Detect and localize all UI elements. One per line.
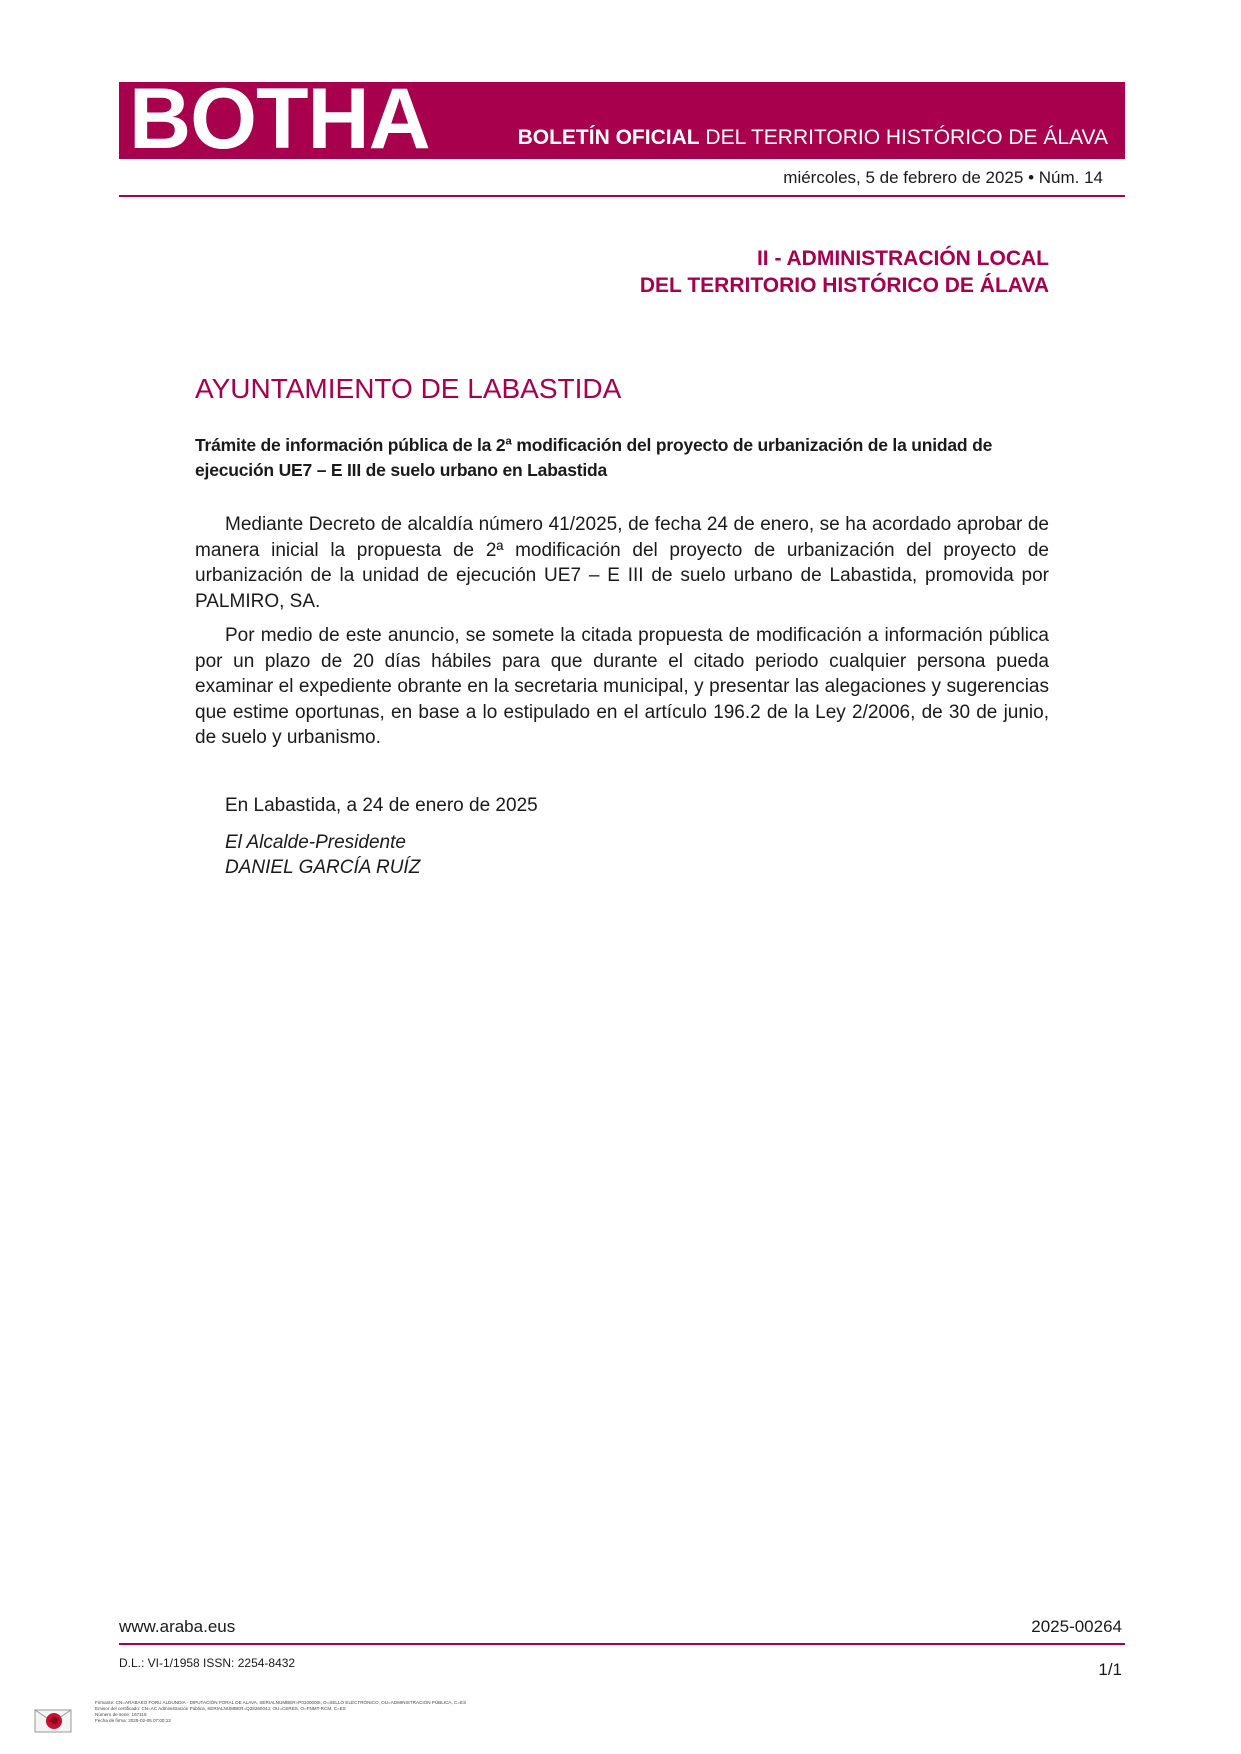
signature-line-2: Emisor del certificado: CN=AC Administración Pública, SERIALNUMBER=Q2826004J, OU=CERES, O=FNMT-RCM, C=ES xyxy=(95,1706,346,1711)
signature-seal-icon xyxy=(34,1704,72,1738)
signature-line-3: Número de serie: 167116 xyxy=(95,1712,147,1717)
botha-logo: BOTHA xyxy=(129,71,430,167)
signer-role: El Alcalde-Presidente xyxy=(225,832,406,853)
place-date: En Labastida, a 24 de enero de 2025 xyxy=(225,795,538,816)
signature-line-4: Fecha de firma: 2025-02-05 07:00:13 xyxy=(95,1718,171,1723)
legal-deposit: D.L.: VI-1/1958 ISSN: 2254-8432 xyxy=(119,1656,296,1670)
header-divider xyxy=(119,195,1125,197)
body-paragraph-2: Por medio de este anuncio, se somete la citada propuesta de modificación a información pública por un plazo de 20 días hábiles para que durante el citado periodo cualquier persona pueda examinar el expediente obrante en la secretaria municipal, y presentar las alegaciones y sugerencias que estime oportunas, en base a lo estipulado en el artículo 196.2 de la Ley 2/2006, de 30 de junio, de suelo y urbanismo. xyxy=(195,625,1049,748)
organization-title: AYUNTAMIENTO DE LABASTIDA xyxy=(195,373,622,404)
section-heading-line-1: II - ADMINISTRACIÓN LOCAL xyxy=(756,247,1049,270)
bulletin-title-rest: DEL TERRITORIO HISTÓRICO DE ÁLAVA xyxy=(699,126,1108,149)
signer-name: DANIEL GARCÍA RUÍZ xyxy=(225,857,421,878)
issue-number: Núm. 14 xyxy=(1038,168,1103,187)
page-number: 1/1 xyxy=(1098,1660,1122,1679)
section-heading xyxy=(640,245,1049,299)
section-heading-line-2: DEL TERRITORIO HISTÓRICO DE ÁLAVA xyxy=(639,274,1049,297)
bulletin-title xyxy=(518,126,1108,150)
signature-line-1: Firmante: CN=ARABAKO FORU ALDUNDIA - DIPUTACIÓN FORAL DE ALAVA, SERIALNUMBER=P0100000I, O=SELLO ELECTRÓNICO, OU=ADMINISTRACIÓN PÚBLICA, C=ES xyxy=(95,1700,467,1705)
bullet-separator: • xyxy=(1028,168,1035,187)
document-subject: Trámite de información pública de la 2ª modificación del proyecto de urbanización de la unidad de ejecución UE7 – E III de suelo urbano en Labastida xyxy=(195,435,993,480)
website-link[interactable]: www.araba.eus xyxy=(119,1617,236,1636)
body-paragraph-1: Mediante Decreto de alcaldía número 41/2025, de fecha 24 de enero, se ha acordado aprobar de manera inicial la propuesta de 2ª modificación del proyecto de urbanización del proyecto de urbanización de la unidad de ejecución UE7 – E III de suelo urbano de Labastida, promovida por PALMIRO, SA. xyxy=(195,514,1049,612)
issue-date-line xyxy=(783,168,1103,188)
footer-divider xyxy=(119,1643,1125,1645)
bulletin-title-bold: BOLETÍN OFICIAL xyxy=(517,126,700,149)
document-code: 2025-00264 xyxy=(1031,1617,1122,1636)
digital-signature-info xyxy=(95,1700,795,1724)
issue-date: miércoles, 5 de febrero de 2025 xyxy=(783,168,1024,187)
